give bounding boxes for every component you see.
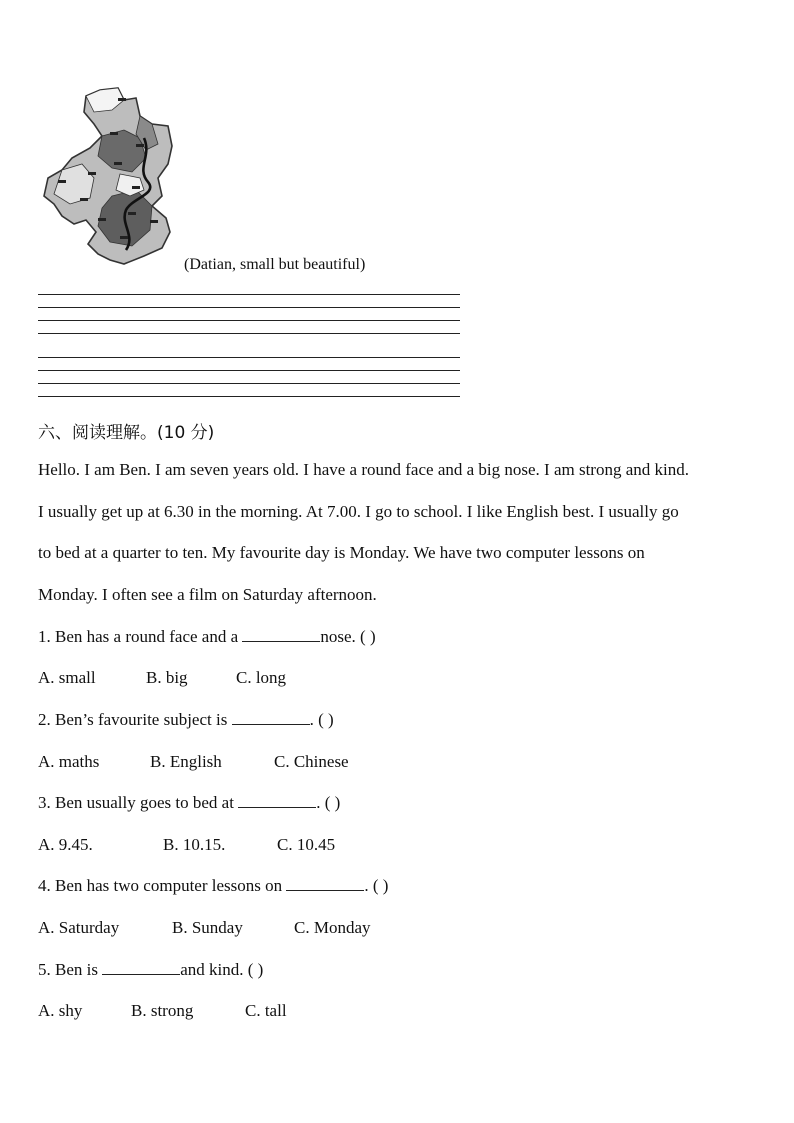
option-c[interactable]: C. Chinese [274,752,349,771]
section-title: 六、阅读理解。(10 分) [38,423,215,443]
writing-line [38,383,460,384]
option-c[interactable]: C. Monday [294,918,371,937]
question-4 [38,876,388,896]
question-text-end: . ( ) [316,793,341,812]
writing-line [38,294,460,295]
option-c[interactable]: C. long [236,668,287,687]
option-c[interactable]: C. tall [245,1001,287,1020]
option-a[interactable]: A. 9.45. [38,835,93,854]
answer-blank[interactable] [286,876,364,891]
question-text: 5. Ben is [38,960,103,979]
passage-line: Hello. I am Ben. I am seven years old. I have a round face and a big nose. I am strong and kind. [38,460,689,479]
writing-line [38,357,460,358]
passage-line: to bed at a quarter to ten. My favourite day is Monday. We have two computer lessons on [38,543,645,562]
question-text: 3. Ben usually goes to bed at [38,793,239,812]
question-text-end: . ( ) [309,710,334,729]
option-b[interactable]: B. English [150,752,222,771]
writing-line [38,370,460,371]
option-a[interactable]: A. shy [38,1001,83,1020]
question-text: 1. Ben has a round face and a [38,627,243,646]
answer-blank[interactable] [242,627,320,642]
question-text-end: and kind. ( ) [180,960,264,979]
question-text-end: . ( ) [364,876,389,895]
passage-line: Monday. I often see a film on Saturday afternoon. [38,585,377,604]
option-b[interactable]: B. big [146,668,188,687]
question-5 [38,960,263,980]
question-text-end: nose. ( ) [320,627,376,646]
option-b[interactable]: B. strong [131,1001,194,1020]
option-b[interactable]: B. 10.15. [163,835,226,854]
question-3 [38,793,340,813]
question-1 [38,627,376,647]
map-caption: (Datian, small but beautiful) [184,256,366,273]
writing-line [38,320,460,321]
answer-blank[interactable] [238,793,316,808]
passage-line: I usually get up at 6.30 in the morning. At 7.00. I go to school. I like English best. I usually go [38,502,679,521]
datian-map-image [40,86,178,268]
question-text: 2. Ben’s favourite subject is [38,710,232,729]
option-a[interactable]: A. Saturday [38,918,120,937]
answer-blank[interactable] [232,710,310,725]
answer-blank[interactable] [102,960,180,975]
option-a[interactable]: A. small [38,668,96,687]
option-a[interactable]: A. maths [38,752,100,771]
question-2 [38,710,334,730]
option-b[interactable]: B. Sunday [172,918,243,937]
writing-line [38,396,460,397]
option-c[interactable]: C. 10.45 [277,835,336,854]
question-text: 4. Ben has two computer lessons on [38,876,287,895]
writing-line [38,333,460,334]
writing-line [38,307,460,308]
